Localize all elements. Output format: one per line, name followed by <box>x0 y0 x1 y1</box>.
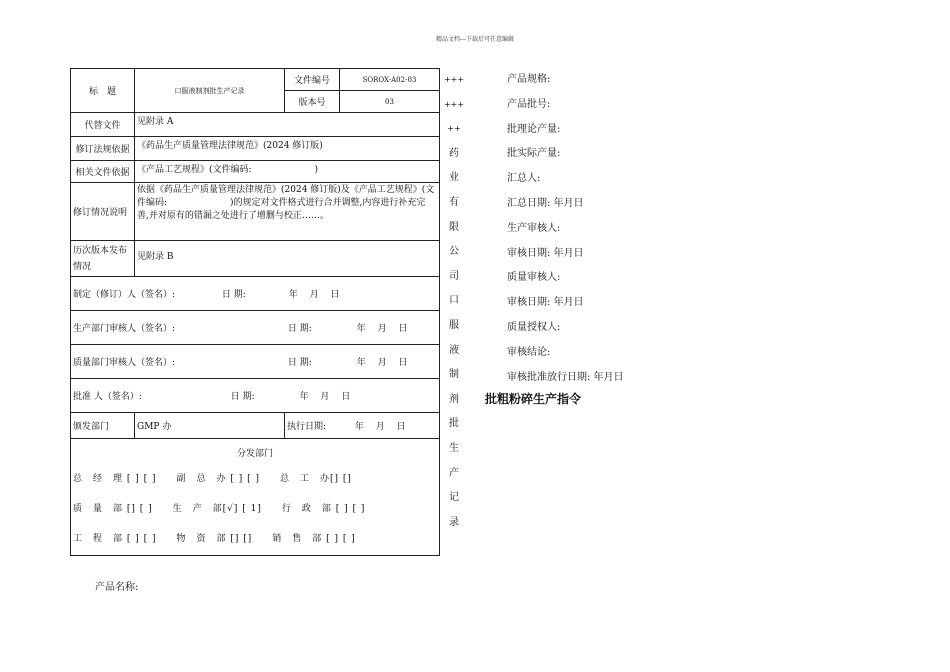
revision-value: 依据《药品生产质量管理法律规范》(2024 修订版)及《产品工艺规程》(文件编码: )的规定对文件格式进行合并调整,内容进行补充完善,并对原有的错漏之处进行了增删与校正……。 <box>135 183 440 241</box>
field-batch-no: 产品批号: <box>507 98 551 110</box>
vertical-char: 司 <box>449 270 459 282</box>
vertical-char: 批 <box>449 418 459 430</box>
approve-ymd: 年 月 日 <box>299 392 351 402</box>
doc-no-value: SOROX-A02-03 <box>340 69 440 91</box>
vertical-char: 药 <box>449 147 459 159</box>
field-release-date: 审核批准放行日期: 年月日 <box>507 371 624 383</box>
distribution-line: 质 量 部 [] [ ] 生 产 部[√] [ 1] 行 政 部 [ ] [ ] <box>73 504 366 514</box>
approve-row <box>71 379 440 413</box>
replace-label: 代替文件 <box>71 113 135 137</box>
basis-label: 修订法规依据 <box>71 137 135 161</box>
vertical-char: ++ <box>447 124 461 134</box>
title-value: 口服液制剂批生产记录 <box>135 69 285 113</box>
related-label: 相关文件依据 <box>71 161 135 183</box>
vertical-char: +++ <box>443 99 465 109</box>
vertical-char: 生 <box>449 442 459 454</box>
field-summary-date: 汇总日期: 年月日 <box>507 197 584 209</box>
vertical-char: +++ <box>443 75 465 84</box>
prod-review-row <box>71 311 440 345</box>
issue-dept-label: 颁发部门 <box>71 413 135 439</box>
field-actual-yield: 批实际产量: <box>507 148 561 160</box>
exec-date-label: 执行日期: <box>287 422 327 432</box>
vertical-char: 产 <box>449 467 459 479</box>
vertical-char: 业 <box>449 172 459 184</box>
qa-ymd: 年 月 日 <box>356 358 408 368</box>
field-review-conclusion: 审核结论: <box>507 346 551 358</box>
history-label: 历次版本发布情况 <box>71 241 135 277</box>
vertical-char: 口 <box>449 295 459 307</box>
qa-review-row <box>71 345 440 379</box>
product-name-label: 产品名称: <box>95 582 139 593</box>
product-fields <box>507 68 624 390</box>
draft-date-label: 日 期: <box>221 290 246 300</box>
title-label: 标 题 <box>71 69 135 113</box>
field-review-date: 审核日期: 年月日 <box>507 247 584 259</box>
draft-signature-row <box>71 277 440 311</box>
revision-label: 修订情况说明 <box>71 183 135 241</box>
prod-ymd: 年 月 日 <box>356 324 408 334</box>
basis-value: 《药品生产质量管理法律规范》(2024 修订版) <box>135 137 440 161</box>
field-qa-review-date: 审核日期: 年月日 <box>507 297 584 309</box>
approve-label: 批准 人（签名）: <box>73 392 142 402</box>
related-value: 《产品工艺规程》(文件编码: ) <box>135 161 440 183</box>
issue-dept-value: GMP 办 <box>135 413 285 439</box>
qa-review-label: 质量部门审核人（签名）: <box>73 358 176 368</box>
vertical-char: 有 <box>449 196 459 208</box>
vertical-char: 服 <box>449 319 459 331</box>
distribution-title: 分发部门 <box>236 449 273 459</box>
exec-date-cell <box>285 413 440 439</box>
field-spec: 产品规格: <box>507 74 551 85</box>
draft-ymd: 年 月 日 <box>288 290 340 300</box>
distribution-cell <box>71 439 440 556</box>
exec-ymd: 年 月 日 <box>354 422 406 432</box>
field-qa-authorized: 质量授权人: <box>507 321 561 333</box>
field-qa-reviewer: 质量审核人: <box>507 272 561 284</box>
prod-review-label: 生产部门审核人（签名）: <box>73 324 176 334</box>
history-value: 见附录 B <box>135 241 440 277</box>
document-control-table <box>70 68 440 556</box>
distribution-line: 工 程 部 [ ] [ ] 物 资 部 [] [] 销 售 部 [ ] [ ] <box>73 534 356 544</box>
vertical-char: 液 <box>449 344 459 356</box>
field-summarizer: 汇总人: <box>507 173 541 185</box>
field-prod-reviewer: 生产审核人: <box>507 222 561 234</box>
vertical-char: 剂 <box>449 393 459 405</box>
vertical-char: 制 <box>449 369 459 381</box>
vertical-char: 限 <box>449 221 459 233</box>
draft-signature-label: 制定（修订）人（签名）: <box>73 290 176 300</box>
header-note: 精品文档---下载后可任意编辑 <box>435 36 515 43</box>
vertical-char: 记 <box>449 492 459 504</box>
field-theoretical-yield: 批理论产量: <box>507 123 561 135</box>
instruction-title: 批粗粉碎生产指令 <box>485 392 582 406</box>
vertical-char: 录 <box>449 516 459 528</box>
replace-value: 见附录 A <box>135 113 440 137</box>
vertical-char: 公 <box>449 246 459 258</box>
version-label: 版本号 <box>285 91 340 113</box>
distribution-line: 总 经 理 [ ] [ ] 副 总 办 [ ] [ ] 总 工 办[] [] <box>73 474 352 484</box>
approve-date-label: 日 期: <box>230 392 255 402</box>
vertical-company-text <box>443 68 465 535</box>
qa-date-label: 日 期: <box>287 358 312 368</box>
prod-date-label: 日 期: <box>287 324 312 334</box>
version-value: 03 <box>340 91 440 113</box>
doc-no-label: 文件编号 <box>285 69 340 91</box>
